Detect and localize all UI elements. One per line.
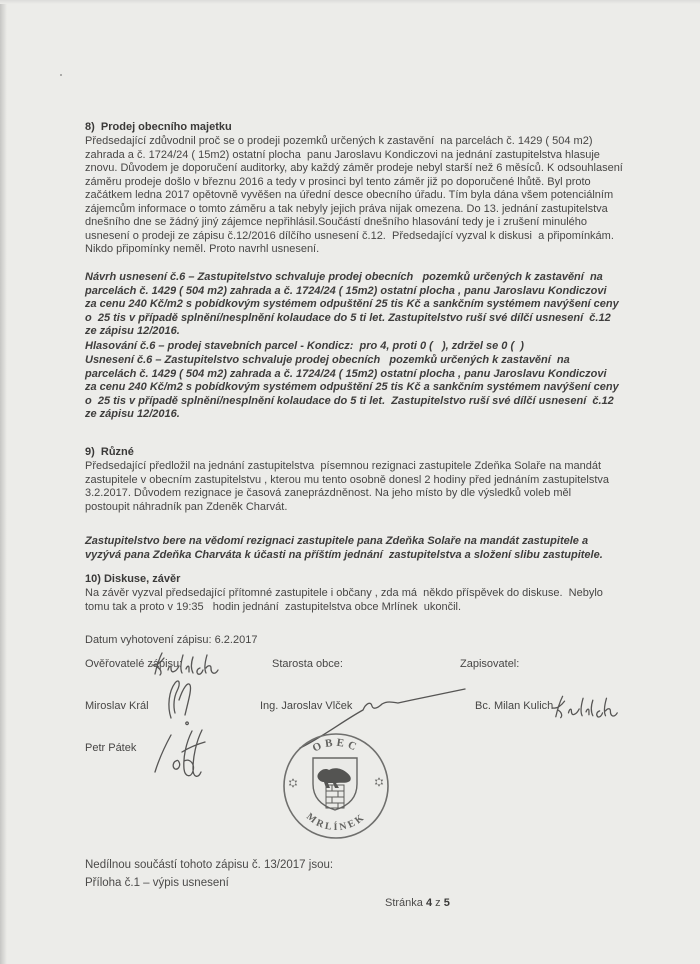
stamp-top-text: OBEC bbox=[310, 736, 362, 755]
record-date-line: Datum vyhotovení zápisu: 6.2.2017 bbox=[85, 634, 258, 646]
verifiers-label: Ověřovatelé zápisu: bbox=[85, 658, 183, 670]
mayor-name: Ing. Jaroslav Vlček bbox=[260, 700, 353, 712]
recorder-name: Bc. Milan Kulich bbox=[475, 700, 554, 712]
stamp-star-right bbox=[375, 777, 383, 787]
footer-separator: z bbox=[435, 897, 441, 909]
footer-page-number: 4 bbox=[425, 897, 433, 909]
footer-label: Stránka bbox=[385, 897, 423, 909]
scan-speck bbox=[60, 74, 62, 76]
footer-total-pages: 5 bbox=[443, 897, 450, 909]
section-8-heading: 8) Prodej obecního majetku bbox=[85, 121, 232, 133]
verifier2-name: Petr Pátek bbox=[85, 742, 137, 754]
attachments-block bbox=[85, 856, 505, 892]
section-8-resolution: Usnesení č.6 – Zastupitelstvo schvaluje prodej obecních pozemků určených k zastavění na parcelách č. 1429 ( 504 m2) zahrada a č. 1724/24 ( 15m2) ostatní plocha , panu Jaroslavu Kondiczovi za cenu 240 Kč/m2 s pobídkovým systémem odpuštění 25 tis Kč a sankčním systémem navýšení ceny o 25 tis v případě splnění/nesplnění kolaudace do 5 ti let. Zastupitelstvo ruší své dílčí usnesení č.12 ze zápisu 12/2016. bbox=[85, 354, 622, 420]
svg-text:OBEC bbox=[311, 737, 362, 755]
section-10-body: Na závěr vyzval předsedající přítomné zastupitele i občany , zda má někdo příspěvek do diskuse. Nebylo tomu tak a proto v 19:35 hodin jednání zastupitelstva obce Mrlínek ukončil. bbox=[85, 587, 606, 613]
municipal-seal-stamp bbox=[271, 722, 401, 852]
kral-signature bbox=[160, 678, 200, 726]
recorder-label: Zapisovatel: bbox=[460, 658, 520, 670]
patek-signature bbox=[146, 726, 208, 782]
attachments-line2: Příloha č.1 – výpis usnesení bbox=[85, 877, 229, 889]
verifier-signature-kulich bbox=[147, 649, 227, 679]
section-9-body: Předsedající předložil na jednání zastupitelstva písemnou rezignaci zastupitele Zdeňka Solaře na mandát zastupitele v obecním zastupitelstvu , kterou mu tento osobně donesl 2 hodiny před jednáním zastupitelstva 3.2.2017. Důvodem rezignace je časová zaneprázdněnost. Na jeho místo by dle výsledků voleb měl postoupit náhradník pan Zdeněk Charvát. bbox=[85, 460, 613, 513]
scan-top-shadow bbox=[0, 0, 700, 4]
stamp-star-left bbox=[289, 778, 297, 788]
svg-text:MRLÍNEK bbox=[304, 811, 368, 833]
section-8-vote-result: Hlasování č.6 – prodej stavebních parcel - Kondicz: pro 4, proti 0 ( ), zdržel se 0 ( ) bbox=[85, 340, 524, 352]
attachments-line1: Nedílnou součástí tohoto zápisu č. 13/2017 jsou: bbox=[85, 859, 334, 871]
page-footer bbox=[385, 897, 450, 909]
kulich-signature bbox=[548, 692, 626, 722]
section-9-resolution: Zastupitelstvo bere na vědomí rezignaci zastupitele pana Zdeňka Solaře na mandát zastupitele a vyzývá pana Zdeňka Charváta k účasti na příštím jednání zastupitelstva a složení slibu zastupitele. bbox=[85, 535, 603, 561]
mayor-label: Starosta obce: bbox=[272, 658, 343, 670]
verifier1-name: Miroslav Král bbox=[85, 700, 149, 712]
section-9-heading: 9) Různé bbox=[85, 446, 134, 458]
section-8-resolution-proposal: Návrh usnesení č.6 – Zastupitelstvo schvaluje prodej obecních pozemků určených k zastavění na parcelách č. 1429 ( 504 m2) zahrada a č. 1724/24 ( 15m2) ostatní plocha , panu Jaroslavu Kondiczovi za cenu 240 Kč/m2 s pobídkovým systémem odpuštění 25 tis Kč a sankčním systémem navýšení ceny o 25 tis v případě splnění/nesplnění kolaudace do 5 ti let. Zastupitelstvo ruší své dílčí usnesení č.12 ze zápisu 12/2016. bbox=[85, 271, 622, 337]
section-8-body: Předsedající zdůvodnil proč se o prodeji pozemků určených k zastavění na parcelách č. 1429 ( 504 m2) zahrada a č. 1724/24 ( 15m2) ostatní plocha panu Jaroslavu Kondiczovi na jednání zastupitelstva hlasuje znovu. Důvodem je doporučení auditorky, aby každý záměr prodeje nebyl starší než 6 měsíců. K odsouhlasení záměru prodeje došlo v březnu 2016 a tedy v prosinci byl tento záměr již po doporučené lhůtě. Byl proto začátkem ledna 2017 opětovně vyvěšen na úřední desce obecního úřadu. Tím byla dána všem potenciálním zájemcům informace o tomto záměru a tak nebyly jejich práva nijak omezena. Do 13. jednání zastupitelstva dnešního dne se žádný jiný zájemce nepřihlásil.Součástí dnešního hlasování tedy je i zrušení minulého usnesení o prodeji ze zápisu č.12/2016 dílčího usnesení č.12. Předsedající vyzval k diskusi a připomínkám. Nikdo připomínky neměl. Proto navrhl usnesení. bbox=[85, 135, 626, 255]
stamp-bottom-text: MRLÍNEK bbox=[304, 811, 368, 834]
section-10-heading: 10) Diskuse, závěr bbox=[85, 573, 181, 585]
scan-edge-shadow bbox=[0, 0, 7, 964]
